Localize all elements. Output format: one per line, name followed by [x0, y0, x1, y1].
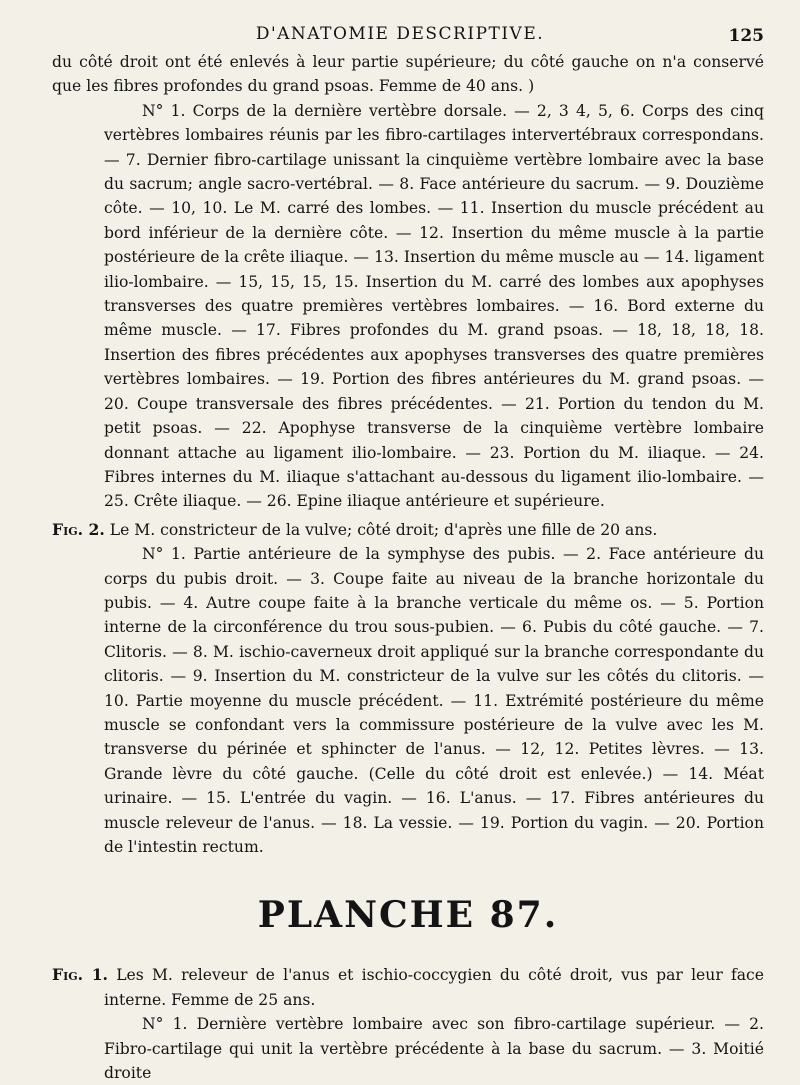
running-title: D'ANATOMIE DESCRIPTIVE.: [255, 24, 545, 44]
plate-heading: PLANCHE 87.: [257, 894, 559, 937]
figure-label: Fig. 2.: [52, 519, 105, 539]
page-body: [52, 50, 764, 1085]
figure-caption-text: Le M. constricteur de la vulve; côté droit; d'après une fille de 20 ans.: [109, 520, 658, 539]
figure-label: Fig. 1.: [52, 965, 108, 985]
legend-fig2: [52, 542, 764, 859]
legend-plate86-fig1: [52, 99, 764, 514]
legend-text: N° 1. Partie antérieure de la symphyse des pubis. — 2. Face antérieure du corps du pubis droit. — 3. Coupe faite au niveau de la branche horizontale du pubis. — 4. Autre coupe faite à la branche verticale du même os. — 5. Portion interne de la circonférence du trou sous-pubien. — 6. Pubis du côté gauche. — 7. Clitoris. — 8. M. ischio-caverneux droit appliqué sur la branche correspondante du clitoris. — 9. Insertion du M. constricteur de la vulve sur les côtés du clitoris. — 10. Partie moyenne du muscle précédent. — 11. Extrémité postérieure du même muscle se confondant vers la commissure postérieure de la vulve avec les M. transverse du périnée et sphincter de l'anus. — 12, 12. Petites lèvres. — 13. Grande lèvre du côté gauche. (Celle du côté droit est enlevée.) — 14. Méat urinaire. — 15. L'entrée du vagin. — 16. L'anus. — 17. Fibres antérieures du muscle releveur de l'anus. — 18. La vessie. — 19. Portion du vagin. — 20. Portion de l'intestin rectum.: [104, 545, 764, 856]
legend-plate87-fig1: [52, 1012, 764, 1085]
page-number: 125: [728, 26, 764, 46]
intro-paragraph: du côté droit ont été enlevés à leur partie supérieure; du côté gauche on n'a conservé que les fibres profondes du grand psoas. Femme de 40 ans. ): [52, 53, 764, 96]
figure-1-caption: [52, 963, 764, 1012]
running-header: [0, 22, 800, 48]
figure-2-caption: [52, 518, 764, 542]
legend-text: N° 1. Dernière vertèbre lombaire avec son fibro-cartilage supérieur. — 2. Fibro-cartilage qui unit la vertèbre précédente à la base du sacrum. — 3. Moitié droite: [104, 1015, 764, 1083]
legend-text: N° 1. Corps de la dernière vertèbre dorsale. — 2, 3 4, 5, 6. Corps des cinq vertèbres lombaires réunis par les fibro-cartilages intervertébraux correspondans. — 7. Dernier fibro-cartilage unissant la cinquième vertèbre lombaire avec la base du sacrum; angle sacro-vertébral. — 8. Face antérieure du sacrum. — 9. Douzième côte. — 10, 10. Le M. carré des lombes. — 11. Insertion du muscle précédent au bord inférieur de la dernière côte. — 12. Insertion du même muscle à la partie postérieure de la crête iliaque. — 13. Insertion du même muscle au — 14. ligament ilio-lombaire. — 15, 15, 15, 15. Insertion du M. carré des lombes aux apophyses transverses des quatre premières vertèbres lombaires. — 16. Bord externe du même muscle. — 17. Fibres profondes du M. grand psoas. — 18, 18, 18, 18. Insertion des fibres précédentes aux apophyses transverses des quatre premières vertèbres lombaires. — 19. Portion des fibres antérieures du M. grand psoas. — 20. Coupe transversale des fibres précédentes. — 21. Portion du tendon du M. petit psoas. — 22. Apophyse transverse de la cinquième vertèbre lombaire donnant attache au ligament ilio-lombaire. — 23. Portion du M. iliaque. — 24. Fibres internes du M. iliaque s'attachant au-dessous du ligament ilio-lombaire. — 25. Crête iliaque. — 26. Epine iliaque antérieure et supérieure.: [104, 101, 764, 511]
figure-caption-text: Les M. releveur de l'anus et ischio-coccygien du côté droit, vus par leur face interne. Femme de 25 ans.: [104, 966, 764, 1009]
